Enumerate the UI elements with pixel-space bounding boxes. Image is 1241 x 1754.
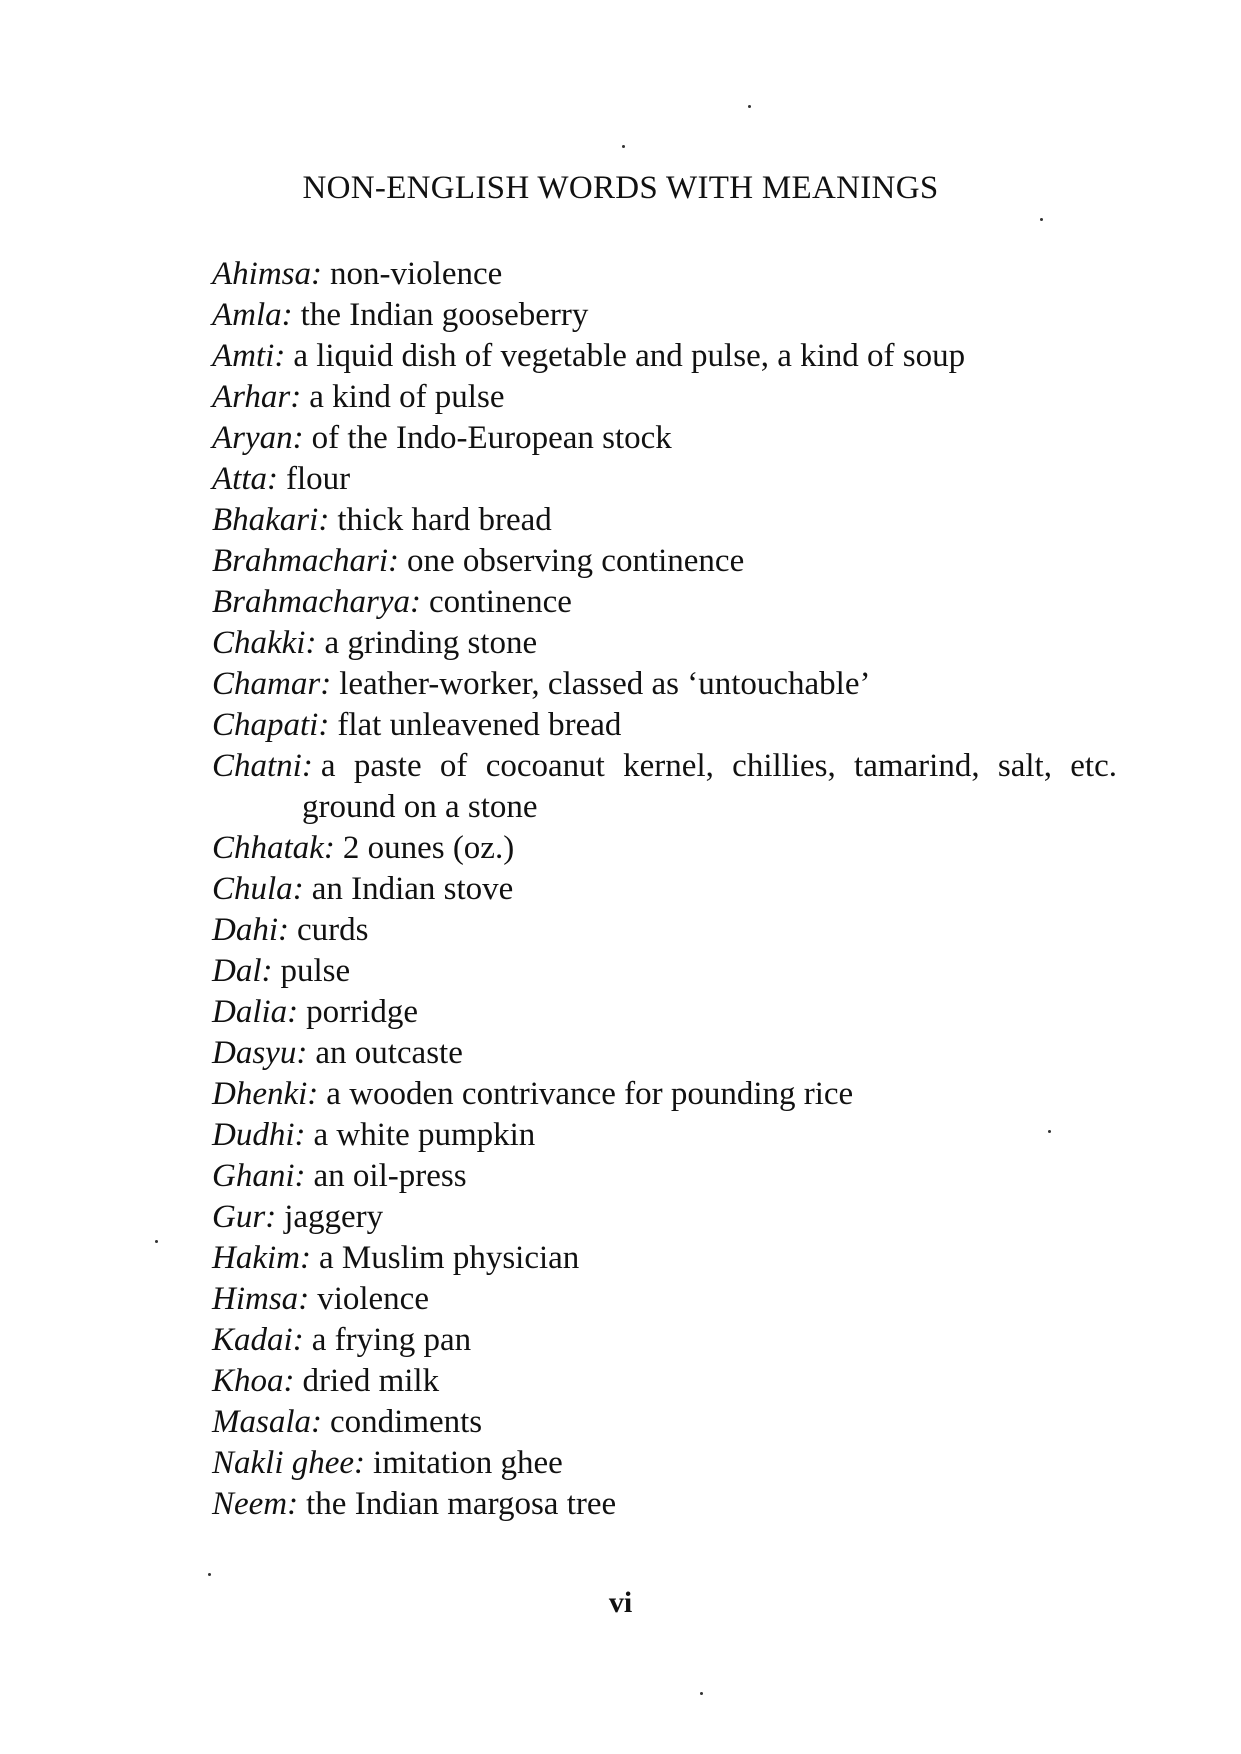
entry-separator: : [261, 953, 273, 989]
scan-speck [208, 1573, 211, 1576]
glossary-entry [212, 1443, 1117, 1484]
entry-term: Arhar [212, 379, 291, 415]
entry-separator: : [296, 1035, 308, 1071]
scan-speck [1040, 218, 1043, 221]
entry-separator: : [307, 1076, 319, 1112]
glossary-entry [212, 1361, 1117, 1402]
entry-term: Chula [212, 871, 293, 907]
entry-term: Brahmachari [212, 543, 388, 579]
entry-meaning: flat unleavened bread [337, 707, 622, 743]
entry-meaning: continence [428, 584, 572, 620]
entry-meaning: violence [317, 1281, 429, 1317]
glossary-entry [212, 541, 1117, 582]
entry-separator: : [311, 1404, 322, 1440]
entry-term: Dalia [212, 994, 288, 1030]
entry-term: Aryan [212, 420, 293, 456]
page-title: NON-ENGLISH WORDS WITH MEANINGS [302, 170, 939, 206]
entry-separator: : [354, 1445, 366, 1481]
entry-meaning: the Indian margosa tree [306, 1486, 617, 1522]
glossary-entry [212, 910, 1117, 951]
entry-term: Nakli ghee [212, 1445, 355, 1481]
entry-separator: : [305, 625, 317, 661]
glossary-entry [212, 582, 1117, 623]
entry-term: Brahmacharya [212, 584, 410, 620]
entry-separator: : [318, 707, 330, 743]
entry-separator: : [265, 1199, 277, 1235]
entry-meaning: an Indian stove [311, 871, 514, 907]
entry-separator: : [294, 1117, 306, 1153]
glossary-entry [212, 254, 1117, 295]
entry-meaning: porridge [306, 994, 418, 1030]
glossary-entry [212, 664, 1117, 705]
entry-separator: : [299, 1240, 311, 1276]
entry-term: Ahimsa [212, 256, 311, 292]
entry-separator: : [320, 666, 332, 702]
entry-meaning: leather-worker, classed as ‘untouchable’ [339, 666, 871, 702]
entry-term: Chapati [212, 707, 319, 743]
glossary-entry [212, 1320, 1117, 1361]
entry-meaning: jaggery [284, 1199, 384, 1235]
entry-term: Masala [212, 1404, 311, 1440]
glossary-entry [212, 828, 1117, 869]
entry-term: Dal [212, 953, 262, 989]
entry-term: Dasyu [212, 1035, 297, 1071]
entry-separator: : [409, 584, 421, 620]
entry-term: Dhenki [212, 1076, 308, 1112]
entry-meaning: flour [286, 461, 351, 497]
entry-meaning: dried milk [302, 1363, 440, 1399]
entry-term: Ghani [212, 1158, 295, 1194]
glossary-entry [212, 869, 1117, 910]
entry-separator: : [281, 297, 293, 333]
entry-term: Dudhi [212, 1117, 295, 1153]
entry-meaning: pulse [280, 953, 351, 989]
glossary-entry [212, 418, 1117, 459]
glossary-entry [212, 992, 1117, 1033]
entry-term: Dahi [212, 912, 278, 948]
entry-separator: : [292, 420, 304, 456]
entry-meaning: 2 ounes (oz.) [342, 830, 515, 866]
entry-meaning: a Muslim physician [318, 1240, 580, 1276]
entry-meaning: of the Indo-European stock [311, 420, 672, 456]
entry-meaning: curds [297, 912, 369, 948]
entry-meaning: non-violence [330, 256, 503, 292]
entry-term: Chhatak [212, 830, 324, 866]
entry-term: Hakim [212, 1240, 300, 1276]
entry-meaning: one observing continence [407, 543, 745, 579]
entry-meaning: condiments [330, 1404, 483, 1440]
entry-meaning: thick hard bread [337, 502, 552, 538]
entry-meaning: a frying pan [311, 1322, 472, 1358]
entry-term: Khoa [212, 1363, 284, 1399]
entry-separator: : [283, 1363, 295, 1399]
entry-term: Gur [212, 1199, 266, 1235]
entry-term: Amla [212, 297, 282, 333]
glossary-entry [212, 500, 1117, 541]
glossary-list [212, 254, 1117, 1525]
glossary-entry [212, 746, 1117, 828]
entry-meaning: the Indian gooseberry [300, 297, 589, 333]
glossary-entry [212, 1197, 1117, 1238]
glossary-entry [212, 1279, 1117, 1320]
entry-term: Amti [212, 338, 275, 374]
entry-separator: : [301, 748, 313, 784]
entry-separator: : [323, 830, 335, 866]
glossary-entry [212, 1156, 1117, 1197]
glossary-entry [212, 951, 1117, 992]
entry-term: Chatni [212, 748, 302, 784]
entry-separator: : [292, 1322, 304, 1358]
entry-term: Himsa [212, 1281, 299, 1317]
glossary-entry [212, 459, 1117, 500]
entry-separator: : [274, 338, 286, 374]
entry-meaning: an outcaste [315, 1035, 463, 1071]
entry-meaning: a wooden contrivance for pounding rice [326, 1076, 854, 1112]
entry-separator: : [287, 1486, 299, 1522]
entry-separator: : [292, 871, 304, 907]
entry-separator: : [278, 912, 289, 948]
entry-meaning: imitation ghee [373, 1445, 563, 1481]
glossary-entry [212, 1484, 1117, 1525]
entry-meaning: an oil-press [313, 1158, 467, 1194]
glossary-entry [212, 377, 1117, 418]
entry-term: Neem [212, 1486, 288, 1522]
entry-separator: : [388, 543, 399, 579]
glossary-entry [212, 1115, 1117, 1156]
entry-meaning: a kind of pulse [309, 379, 505, 415]
entry-term: Kadai [212, 1322, 293, 1358]
entry-separator: : [290, 379, 302, 415]
entry-meaning: a paste of cocoanut kernel, chillies, tamarind, salt, etc. ground on a stone [302, 748, 1117, 825]
entry-meaning: a liquid dish of vegetable and pulse, a kind of soup [293, 338, 966, 374]
entry-meaning: a grinding stone [324, 625, 538, 661]
entry-separator: : [267, 461, 278, 497]
entry-term: Bhakari [212, 502, 319, 538]
scan-speck [622, 145, 625, 148]
page-number: vi [608, 1586, 633, 1619]
glossary-entry [212, 705, 1117, 746]
entry-separator: : [318, 502, 330, 538]
glossary-entry [212, 623, 1117, 664]
entry-term: Atta [212, 461, 267, 497]
glossary-entry [212, 336, 1117, 377]
entry-separator: : [294, 1158, 306, 1194]
glossary-entry [212, 295, 1117, 336]
glossary-entry [212, 1402, 1117, 1443]
glossary-entry [212, 1033, 1117, 1074]
entry-term: Chamar [212, 666, 321, 702]
entry-separator: : [287, 994, 299, 1030]
entry-term: Chakki [212, 625, 306, 661]
glossary-entry [212, 1074, 1117, 1115]
entry-separator: : [298, 1281, 310, 1317]
glossary-entry [212, 1238, 1117, 1279]
entry-meaning: a white pumpkin [313, 1117, 536, 1153]
scan-speck [700, 1692, 703, 1695]
scan-speck [1048, 1130, 1051, 1133]
scan-speck [748, 105, 751, 108]
scan-speck [155, 1240, 158, 1243]
entry-separator: : [311, 256, 322, 292]
